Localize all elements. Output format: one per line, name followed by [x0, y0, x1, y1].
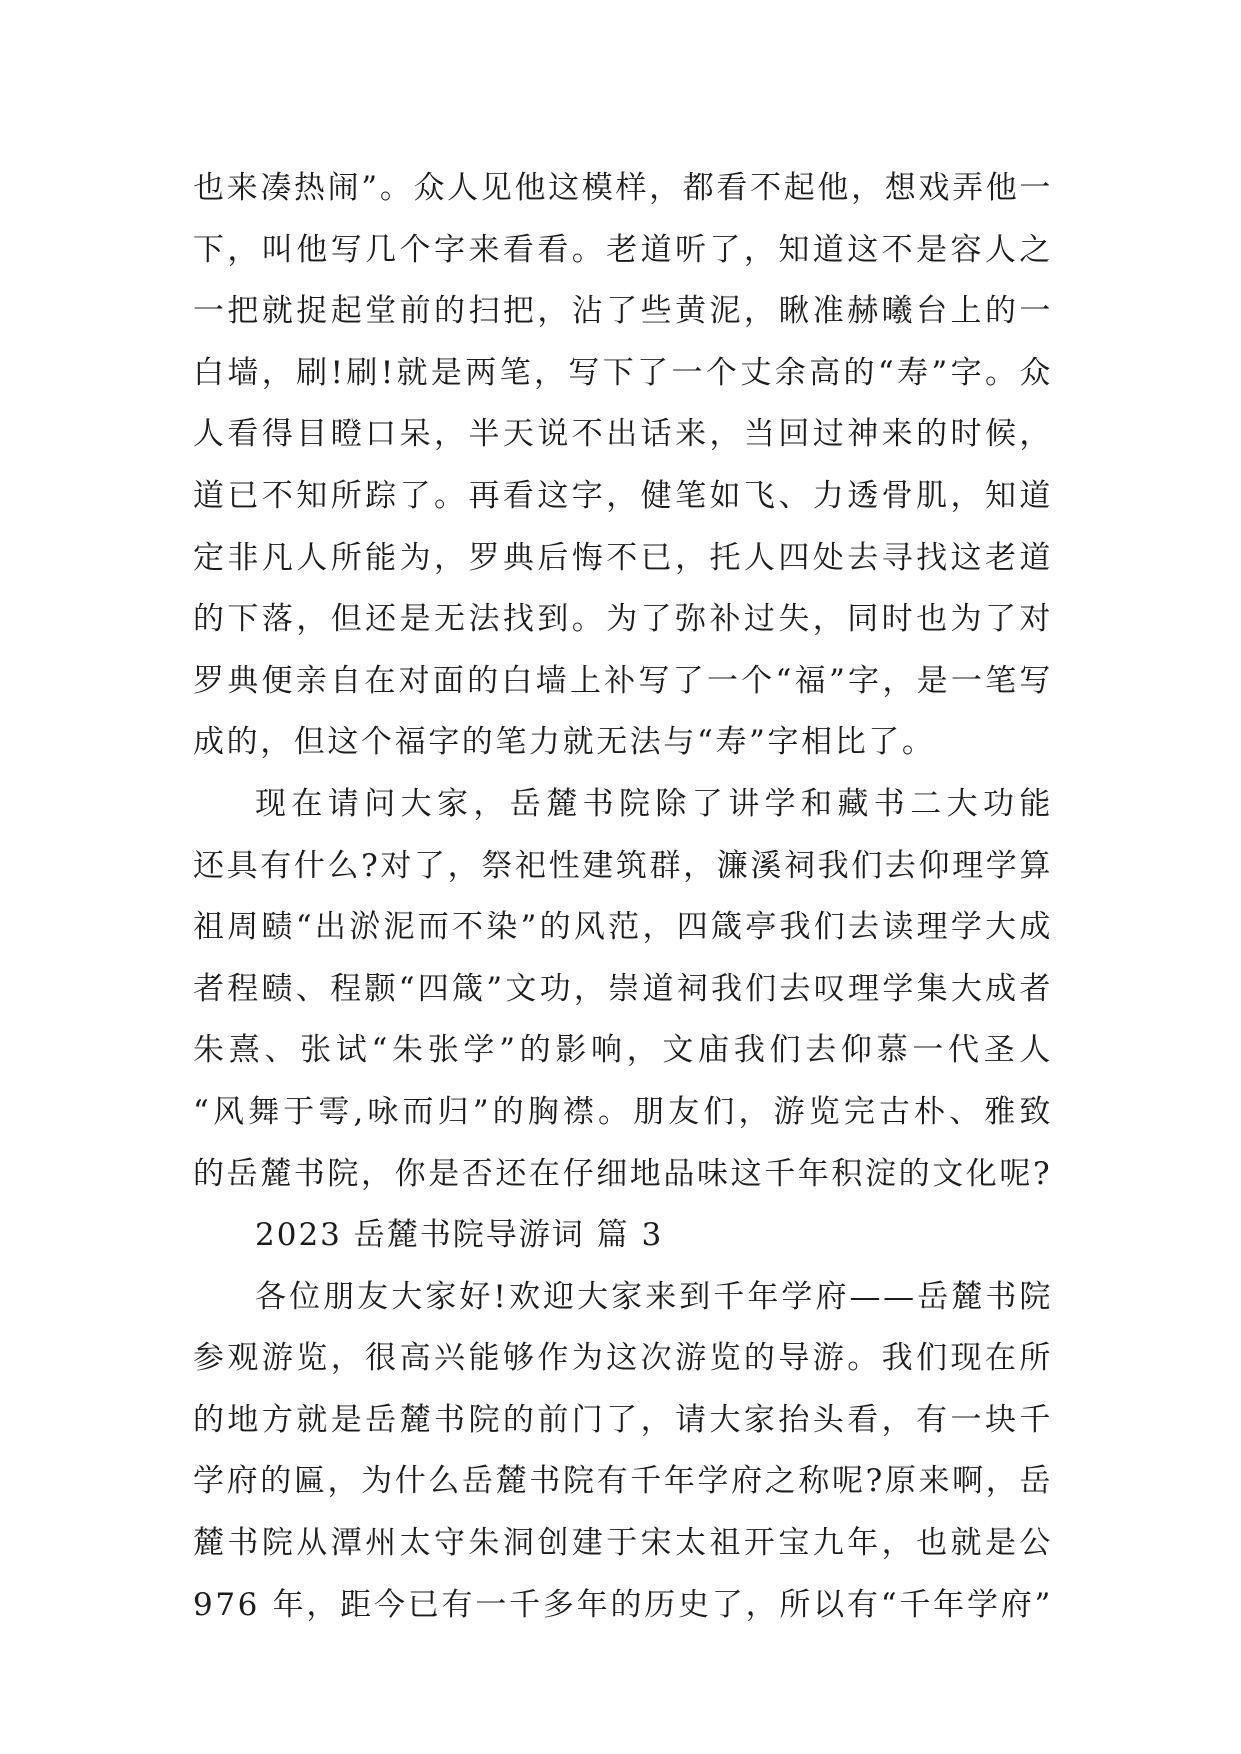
text-line: 参观游览，很高兴能够作为这次游览的导游。我们现在所	[193, 1340, 1053, 1377]
text-line: 麓书院从潭州太守朱洞创建于宋太祖开宝九年，也就是公	[193, 1525, 1053, 1562]
text-line: 也来凑热闹”。众人见他这模样，都看不起他，想戏弄他一	[193, 170, 1053, 206]
text-line: 976 年，距今已有一千多年的历史了，所以有“千年学府”	[193, 1586, 1053, 1623]
text-line: 罗典便亲自在对面的白墙上补写了一个“福”字，是一笔写	[193, 662, 1053, 699]
section-heading: 2023 岳麓书院导游词 篇 3	[255, 1217, 664, 1254]
text-line: 学府的匾，为什么岳麓书院有千年学府之称呢?原来啊，岳	[193, 1463, 1053, 1500]
text-line: “风舞于雩,咏而归”的胸襟。朋友们，游览完古朴、雅致	[193, 1093, 1053, 1130]
paragraph-first-line: 现在请问大家，岳麓书院除了讲学和藏书二大功能	[255, 785, 1053, 822]
text-line: 朱熹、张试“朱张学”的影响，文庙我们去仰慕一代圣人	[193, 1032, 1053, 1069]
text-line: 祖周赜“出淤泥而不染”的风范，四箴亭我们去读理学大成	[193, 909, 1053, 946]
text-line: 下，叫他写几个字来看看。老道听了，知道这不是容人之	[193, 231, 1053, 268]
text-line: 的地方就是岳麓书院的前门了，请大家抬头看，有一块千	[193, 1401, 1053, 1438]
paragraph-first-line: 各位朋友大家好!欢迎大家来到千年学府——岳麓书院	[255, 1278, 1053, 1315]
text-line: 还具有什么?对了，祭祀性建筑群，濂溪祠我们去仰理学算	[193, 847, 1053, 884]
text-line: 的岳麓书院，你是否还在仔细地品味这千年积淀的文化呢?	[193, 1155, 1053, 1192]
document-body	[193, 158, 1053, 1636]
text-line: 成的，但这个福字的笔力就无法与“寿”字相比了。	[193, 724, 936, 761]
text-line: 的下落，但还是无法找到。为了弥补过失，同时也为了对	[193, 601, 1053, 638]
text-line: 道已不知所踪了。再看这字，健笔如飞、力透骨肌，知道	[193, 477, 1053, 514]
text-line: 者程赜、程颢“四箴”文功，崇道祠我们去叹理学集大成者	[193, 970, 1053, 1007]
text-line: 定非凡人所能为，罗典后悔不已，托人四处去寻找这老道	[193, 539, 1053, 576]
text-line: 一把就捉起堂前的扫把，沾了些黄泥，瞅准赫曦台上的一	[193, 293, 1053, 330]
text-line: 白墙，刷!刷!就是两笔，写下了一个丈余高的“寿”字。众	[193, 354, 1053, 391]
text-line: 人看得目瞪口呆，半天说不出话来，当回过神来的时候，	[193, 416, 1053, 453]
